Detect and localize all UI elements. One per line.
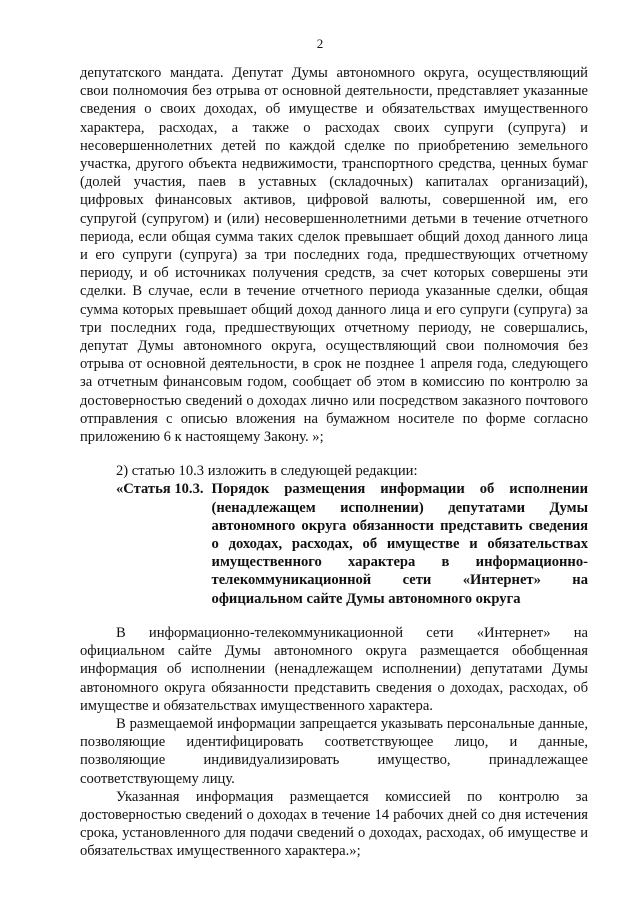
list-item-2: 2) статью 10.3 изложить в следующей редакции: [116, 463, 418, 480]
paragraph-publication: В информационно-телекоммуникационной сети «Интернет» на официальном сайте Думы автономного округа размещается обобщенная информация об исполнении (ненадлежащем исполнении) депутатами Думы автономного округа обязанности представить сведения о доходах, расходах, об имуществе и обязательствах имущественного характера. [80, 624, 588, 714]
document-body [80, 64, 588, 861]
article-number: «Статья 10.3. [116, 481, 204, 498]
article-heading [80, 480, 588, 607]
spacer [80, 446, 588, 462]
paragraph-prohibition: В размещаемой информации запрещается указывать персональные данные, позволяющие идентифицировать соответствующее лицо, и данные, позволяющие индивидуализировать имущество, принадлежащее соответствующему лицу. [80, 715, 588, 787]
paragraph-continuation: депутатского мандата. Депутат Думы автономного округа, осуществляющий свои полномочия без отрыва от основной деятельности, представляет указанные сведения о своих доходах, об имуществе и обязательствах имущественного характера, расходах, а также о расходах своих супруги (супруга) и несовершеннолетних детей по каждой сделке по приобретению земельного участка, другого объекта недвижимости, транспортного средства, ценных бумаг (долей участия, паев в уставных (складочных) капиталах организаций), цифровых финансовых активов, цифровой валюты, совершенной им, его супругой (супругом) и (или) несовершеннолетними детьми в течение отчетного периода, если общая сумма таких сделок превышает общий доход данного лица и его супруги (супруга) за три последних года, предшествующих отчетному периоду, и об источниках получения средств, за счет которых совершены эти сделки. В случае, если в течение отчетного периода указанные сделки, общая сумма которых превышает общий доход данного лица и его супруги (супруга) за три последних года, предшествующих отчетному периоду, не совершались, депутат Думы автономного округа, осуществляющий свои полномочия без отрыва от основной деятельности, в срок не позднее 1 апреля года, следующего за отчетным финансовым годом, сообщает об этом в комиссию по контролю за достоверностью сведений о доходах лично или посредством заказного почтового отправления с описью вложения на бумажном носителе по форме согласно приложению 6 к настоящему Закону. »; [80, 65, 588, 446]
spacer [80, 608, 588, 624]
article-title: Порядок размещения информации об исполнении (ненадлежащем исполнении) депутатами Думы автономного округа обязанности представить сведения о доходах, расходах, об имуществе и обязательствах имущественного характера в информационно-телекоммуникационной сети «Интернет» на официальном сайте Думы автономного округа [211, 481, 588, 607]
page-number: 2 [316, 36, 324, 51]
paragraph-deadline: Указанная информация размещается комиссией по контролю за достоверностью сведений о доходах в течение 14 рабочих дней со дня истечения срока, установленного для подачи сведений о доходах, расходах, об имуществе и обязательствах имущественного характера.»; [80, 788, 588, 860]
